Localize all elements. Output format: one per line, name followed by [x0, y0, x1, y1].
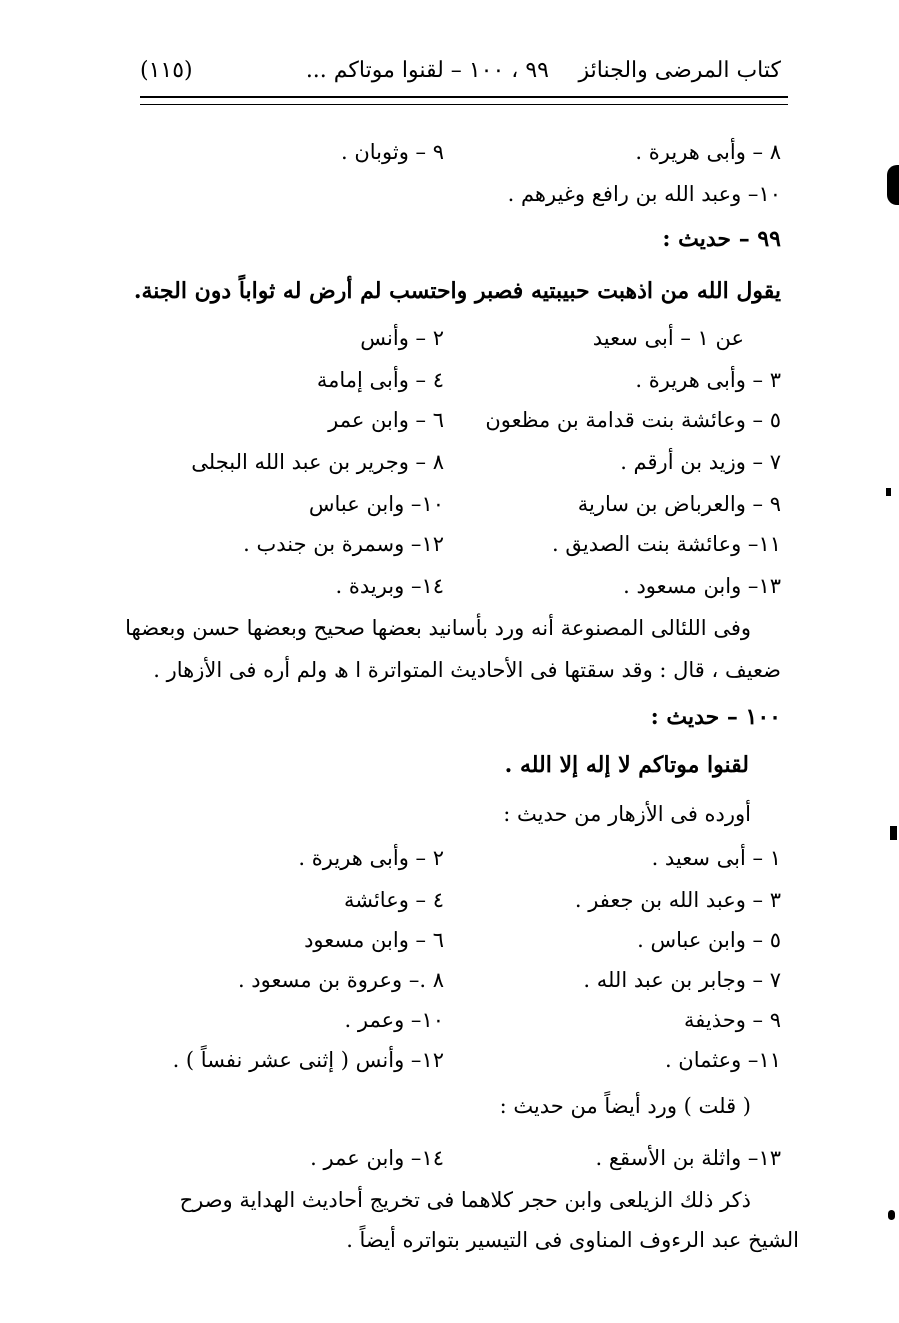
- hadith-100-text: لقنوا موتاكم لا إله إلا الله .: [504, 752, 749, 778]
- h100-closing-line-1: ذكر ذلك الزيلعى وابن حجر كلاهما فى تخريج أحاديث الهداية وصرح: [179, 1188, 751, 1212]
- h99-narrator-14: ١٤– وبريدة .: [335, 574, 444, 598]
- h100-narrator-14: ١٤– وابن عمر .: [310, 1146, 444, 1170]
- h100-narrator-9: ٩ – وحذيفة: [683, 1008, 781, 1032]
- h99-note-line-1: وفى اللئالى المصنوعة أنه ورد بأسانيد بعضها صحيح وبعضها حسن وبعضها: [125, 616, 751, 640]
- h99-narrator-13: ١٣– وابن مسعود .: [623, 574, 781, 598]
- intro-line-1-right: ٨ – وأبى هريرة .: [635, 140, 781, 164]
- h100-source-line: أورده فى الأزهار من حديث :: [503, 802, 751, 826]
- h100-narrator-5: ٥ – وابن عباس .: [637, 928, 781, 952]
- header-rule-thick: [140, 96, 788, 98]
- h100-narrator-1: ١ – أبى سعيد .: [651, 846, 781, 870]
- h99-narrator-1: عن ١ – أبى سعيد: [592, 326, 744, 350]
- h99-narrator-10: ١٠– وابن عباس: [308, 492, 444, 516]
- h100-narrator-3: ٣ – وعبد الله بن جعفر .: [574, 888, 781, 912]
- scan-mark-middle: [886, 488, 891, 496]
- h99-narrator-7: ٧ – وزيد بن أرقم .: [620, 450, 781, 474]
- h99-narrator-2: ٢ – وأنس: [360, 326, 444, 350]
- h99-narrator-5: ٥ – وعائشة بنت قدامة بن مظعون: [485, 408, 781, 432]
- scan-mark-top: [887, 165, 899, 205]
- h100-narrator-8: ٨ .– وعروة بن مسعود .: [237, 968, 444, 992]
- h100-narrator-2: ٢ – وأبى هريرة .: [298, 846, 444, 870]
- scan-mark-lower: [890, 826, 897, 840]
- h99-narrator-4: ٤ – وأبى إمامة: [316, 368, 444, 392]
- h99-narrator-9: ٩ – والعرباض بن سارية: [577, 492, 781, 516]
- h100-narrator-13: ١٣– واثلة بن الأسقع .: [595, 1146, 781, 1170]
- h99-narrator-12: ١٢– وسمرة بن جندب .: [243, 532, 444, 556]
- header-book-title: كتاب المرضى والجنائز: [578, 58, 781, 83]
- header-page-number: (١١٥): [140, 58, 193, 83]
- hadith-100-heading: ١٠٠ – حديث :: [650, 704, 781, 730]
- h99-narrator-6: ٦ – وابن عمر: [328, 408, 444, 432]
- intro-line-1-left: ٩ – وثوبان .: [341, 140, 444, 164]
- h100-also-line: ( قلت ) ورد أيضاً من حديث :: [499, 1094, 751, 1118]
- h100-narrator-6: ٦ – وابن مسعود: [304, 928, 444, 952]
- h100-closing-line-2: الشيخ عبد الرءوف المناوى فى التيسير بتواتره أيضاً .: [346, 1228, 799, 1252]
- h100-narrator-4: ٤ – وعائشة: [343, 888, 444, 912]
- hadith-99-text: يقول الله من اذهبت حبيبتيه فصبر واحتسب لم أرض له ثواباً دون الجنة.: [133, 278, 781, 304]
- h99-note-line-2: ضعيف ، قال : وقد سقتها فى الأحاديث المتواترة ا ھ ولم أره فى الأزهار .: [153, 658, 781, 682]
- hadith-99-heading: ٩٩ – حديث :: [662, 226, 781, 252]
- header-hadith-range: ٩٩ ، ١٠٠ – لقنوا موتاكم ...: [305, 58, 549, 83]
- scan-mark-bottom: [888, 1210, 895, 1220]
- h100-narrator-11: ١١– وعثمان .: [664, 1048, 781, 1072]
- h100-narrator-10: ١٠– وعمر .: [344, 1008, 444, 1032]
- h100-narrator-12: ١٢– وأنس ( إثنى عشر نفساً ) .: [172, 1048, 444, 1072]
- header-rule-thin: [140, 104, 788, 105]
- h100-narrator-7: ٧ – وجابر بن عبد الله .: [583, 968, 781, 992]
- h99-narrator-3: ٣ – وأبى هريرة .: [635, 368, 781, 392]
- h99-narrator-8: ٨ – وجرير بن عبد الله البجلى: [191, 450, 444, 474]
- h99-narrator-11: ١١– وعائشة بنت الصديق .: [552, 532, 781, 556]
- intro-line-2: ١٠– وعبد الله بن رافع وغيرهم .: [507, 182, 781, 206]
